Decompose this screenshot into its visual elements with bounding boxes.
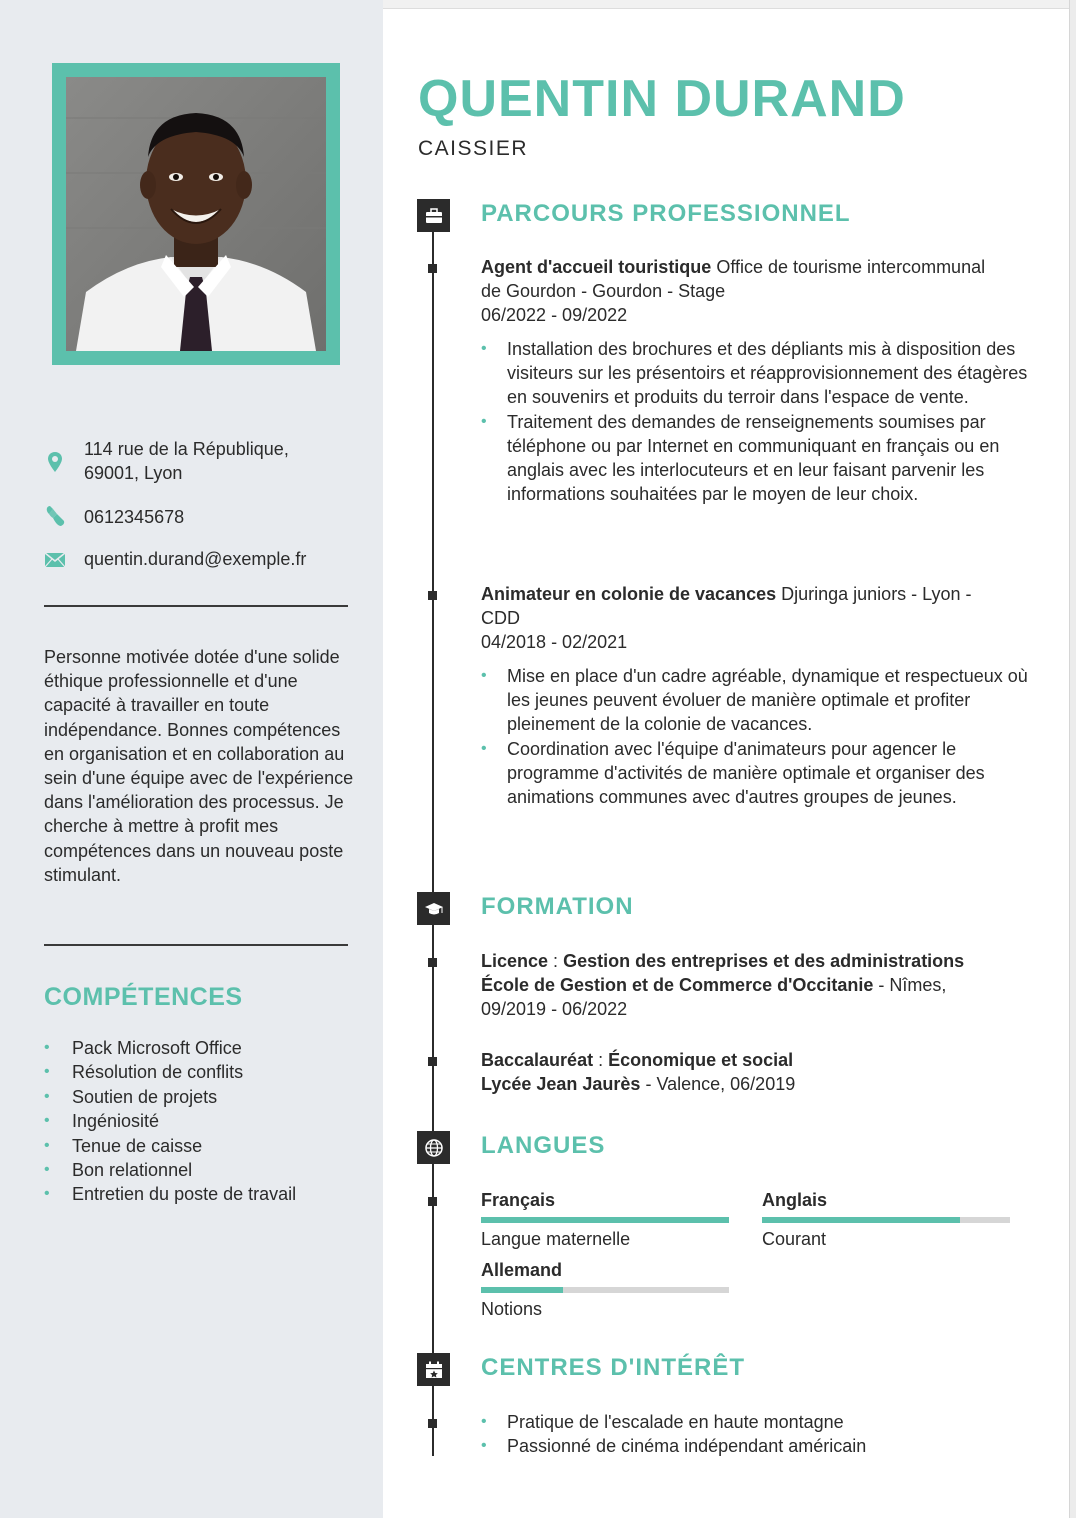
language-level: Notions [481,1299,543,1319]
address-line2: 69001, Lyon [84,463,183,483]
language-item [481,1188,731,1251]
contact-phone [44,505,354,531]
skill-item: • Pack Microsoft Office [44,1036,364,1060]
globe-icon [417,1131,450,1164]
timeline-tick [428,958,437,967]
job-bullet: • Mise en place d'un cadre agréable, dynamique et respectueux où les jeunes peuvent évoluer de manière optimale et profiter pleinement de la colonie de vacances. [481,664,1031,737]
candidate-name: QUENTIN DURAND [418,70,906,128]
language-bar-fill [481,1287,563,1293]
language-bar-track [481,1217,729,1223]
candidate-job-title: CAISSIER [418,137,529,160]
phone-icon [44,505,66,527]
language-level: Langue maternelle [481,1229,631,1249]
job-company: Djuringa juniors - Lyon - [776,584,972,604]
language-level: Courant [762,1229,827,1249]
interests-heading: CENTRES D'INTÉRÊT [481,1354,746,1381]
briefcase-icon [417,199,450,232]
degree: Licence [481,951,549,971]
profile-photo [66,77,326,351]
school: Lycée Jean Jaurès [481,1074,641,1095]
degree-field: Économique et social [608,1050,794,1070]
address-line1: 114 rue de la République, [84,439,289,459]
skills-list [44,1036,364,1207]
skill-item: • Ingéniosité [44,1109,364,1133]
job-bullet: • Coordination avec l'équipe d'animateurs pour agencer le programme d'activités de manière optimale et organiser des animations communes avec d'autres groupes de jeunes. [481,737,1031,810]
job-entry-1 [481,255,1031,328]
envelope-icon [44,549,66,571]
timeline-tick [428,1057,437,1066]
job-dates: 06/2022 - 09/2022 [481,305,628,326]
skill-item: • Résolution de conflits [44,1060,364,1084]
job-bullet: • Traitement des demandes de renseignements soumises par téléphone ou par Internet en communiquant en français ou en anglais avec les interlocuteurs et en leur faisant parvenir les informations souhaitées par le moyen de leur choix. [481,410,1031,507]
education-dates: 09/2019 - 06/2022 [481,999,628,1020]
job-company-cont: CDD [481,608,520,629]
interests-list [481,1410,1031,1458]
language-name: Français [481,1190,556,1210]
email-address[interactable]: quentin.durand@exemple.fr [84,549,307,569]
skills-heading: COMPÉTENCES [44,983,243,1011]
language-item [762,1188,1012,1251]
education-entry-1 [481,949,1031,1022]
degree-separator: : [548,951,564,971]
job-dates: 04/2018 - 02/2021 [481,632,628,653]
education-entry-2 [481,1048,1031,1096]
page-top-edge [383,0,1069,9]
language-bar-track [481,1287,729,1293]
calendar-star-icon [417,1353,450,1386]
page-right-edge [1069,0,1076,1518]
languages-heading: LANGUES [481,1132,606,1159]
phone-number[interactable]: 0612345678 [84,507,185,527]
job-entry-2 [481,582,1031,655]
location-pin-icon [44,451,66,473]
language-bar-track [762,1217,1010,1223]
language-item [481,1258,731,1321]
degree-field: Gestion des entreprises et des administrations [563,951,965,971]
profile-summary: Personne motivée dotée d'une solide éthique professionnelle et d'une capacité à travailler en toute indépendance. Bonnes compétences en organisation et en collaboration au sein d'une équipe avec de l'expérience dans l'amélioration des processus. Je cherche à mettre à profit mes compétences dans un nouveau poste stimulant. [44,647,354,885]
degree: Baccalauréat [481,1050,594,1070]
education-heading: FORMATION [481,893,634,920]
school: École de Gestion et de Commerce d'Occitanie [481,975,874,996]
experience-heading: PARCOURS PROFESSIONNEL [481,200,851,227]
profile-photo-frame [52,63,340,365]
graduation-cap-icon [417,892,450,925]
degree-separator: : [593,1050,609,1070]
sidebar [0,0,383,1518]
skill-item: • Bon relationnel [44,1158,364,1182]
skill-item: • Tenue de caisse [44,1134,364,1158]
skill-item: • Entretien du poste de travail [44,1182,364,1206]
contact-address [44,437,354,487]
contact-email [44,547,354,573]
timeline-tick [428,1419,437,1428]
job-role: Animateur en colonie de vacances [481,584,777,604]
school-place: - Nîmes, [873,975,947,996]
language-bar-fill [762,1217,960,1223]
timeline-tick [428,591,437,600]
interest-item: • Pratique de l'escalade en haute montagne [481,1410,1031,1434]
job-company-cont: de Gourdon - Gourdon - Stage [481,281,726,302]
timeline-tick [428,264,437,273]
timeline-tick [428,1197,437,1206]
school-place: - Valence, 06/2019 [640,1074,796,1095]
sidebar-divider [44,944,348,946]
job-role: Agent d'accueil touristique [481,257,712,277]
job-1-bullets [481,337,1031,506]
timeline-line [432,228,434,1456]
interest-item: • Passionné de cinéma indépendant américain [481,1434,1031,1458]
sidebar-divider [44,605,348,607]
language-name: Anglais [762,1190,828,1210]
language-name: Allemand [481,1260,563,1280]
job-2-bullets [481,664,1031,809]
language-bar-fill [481,1217,729,1223]
job-company: Office de tourisme intercommunal [711,257,986,277]
job-bullet: • Installation des brochures et des dépliants mis à disposition des visiteurs sur les présentoirs et réapprovisionnement des étagères en souvenirs et produits du terroir dans l'espace de vente. [481,337,1031,410]
skill-item: • Soutien de projets [44,1085,364,1109]
